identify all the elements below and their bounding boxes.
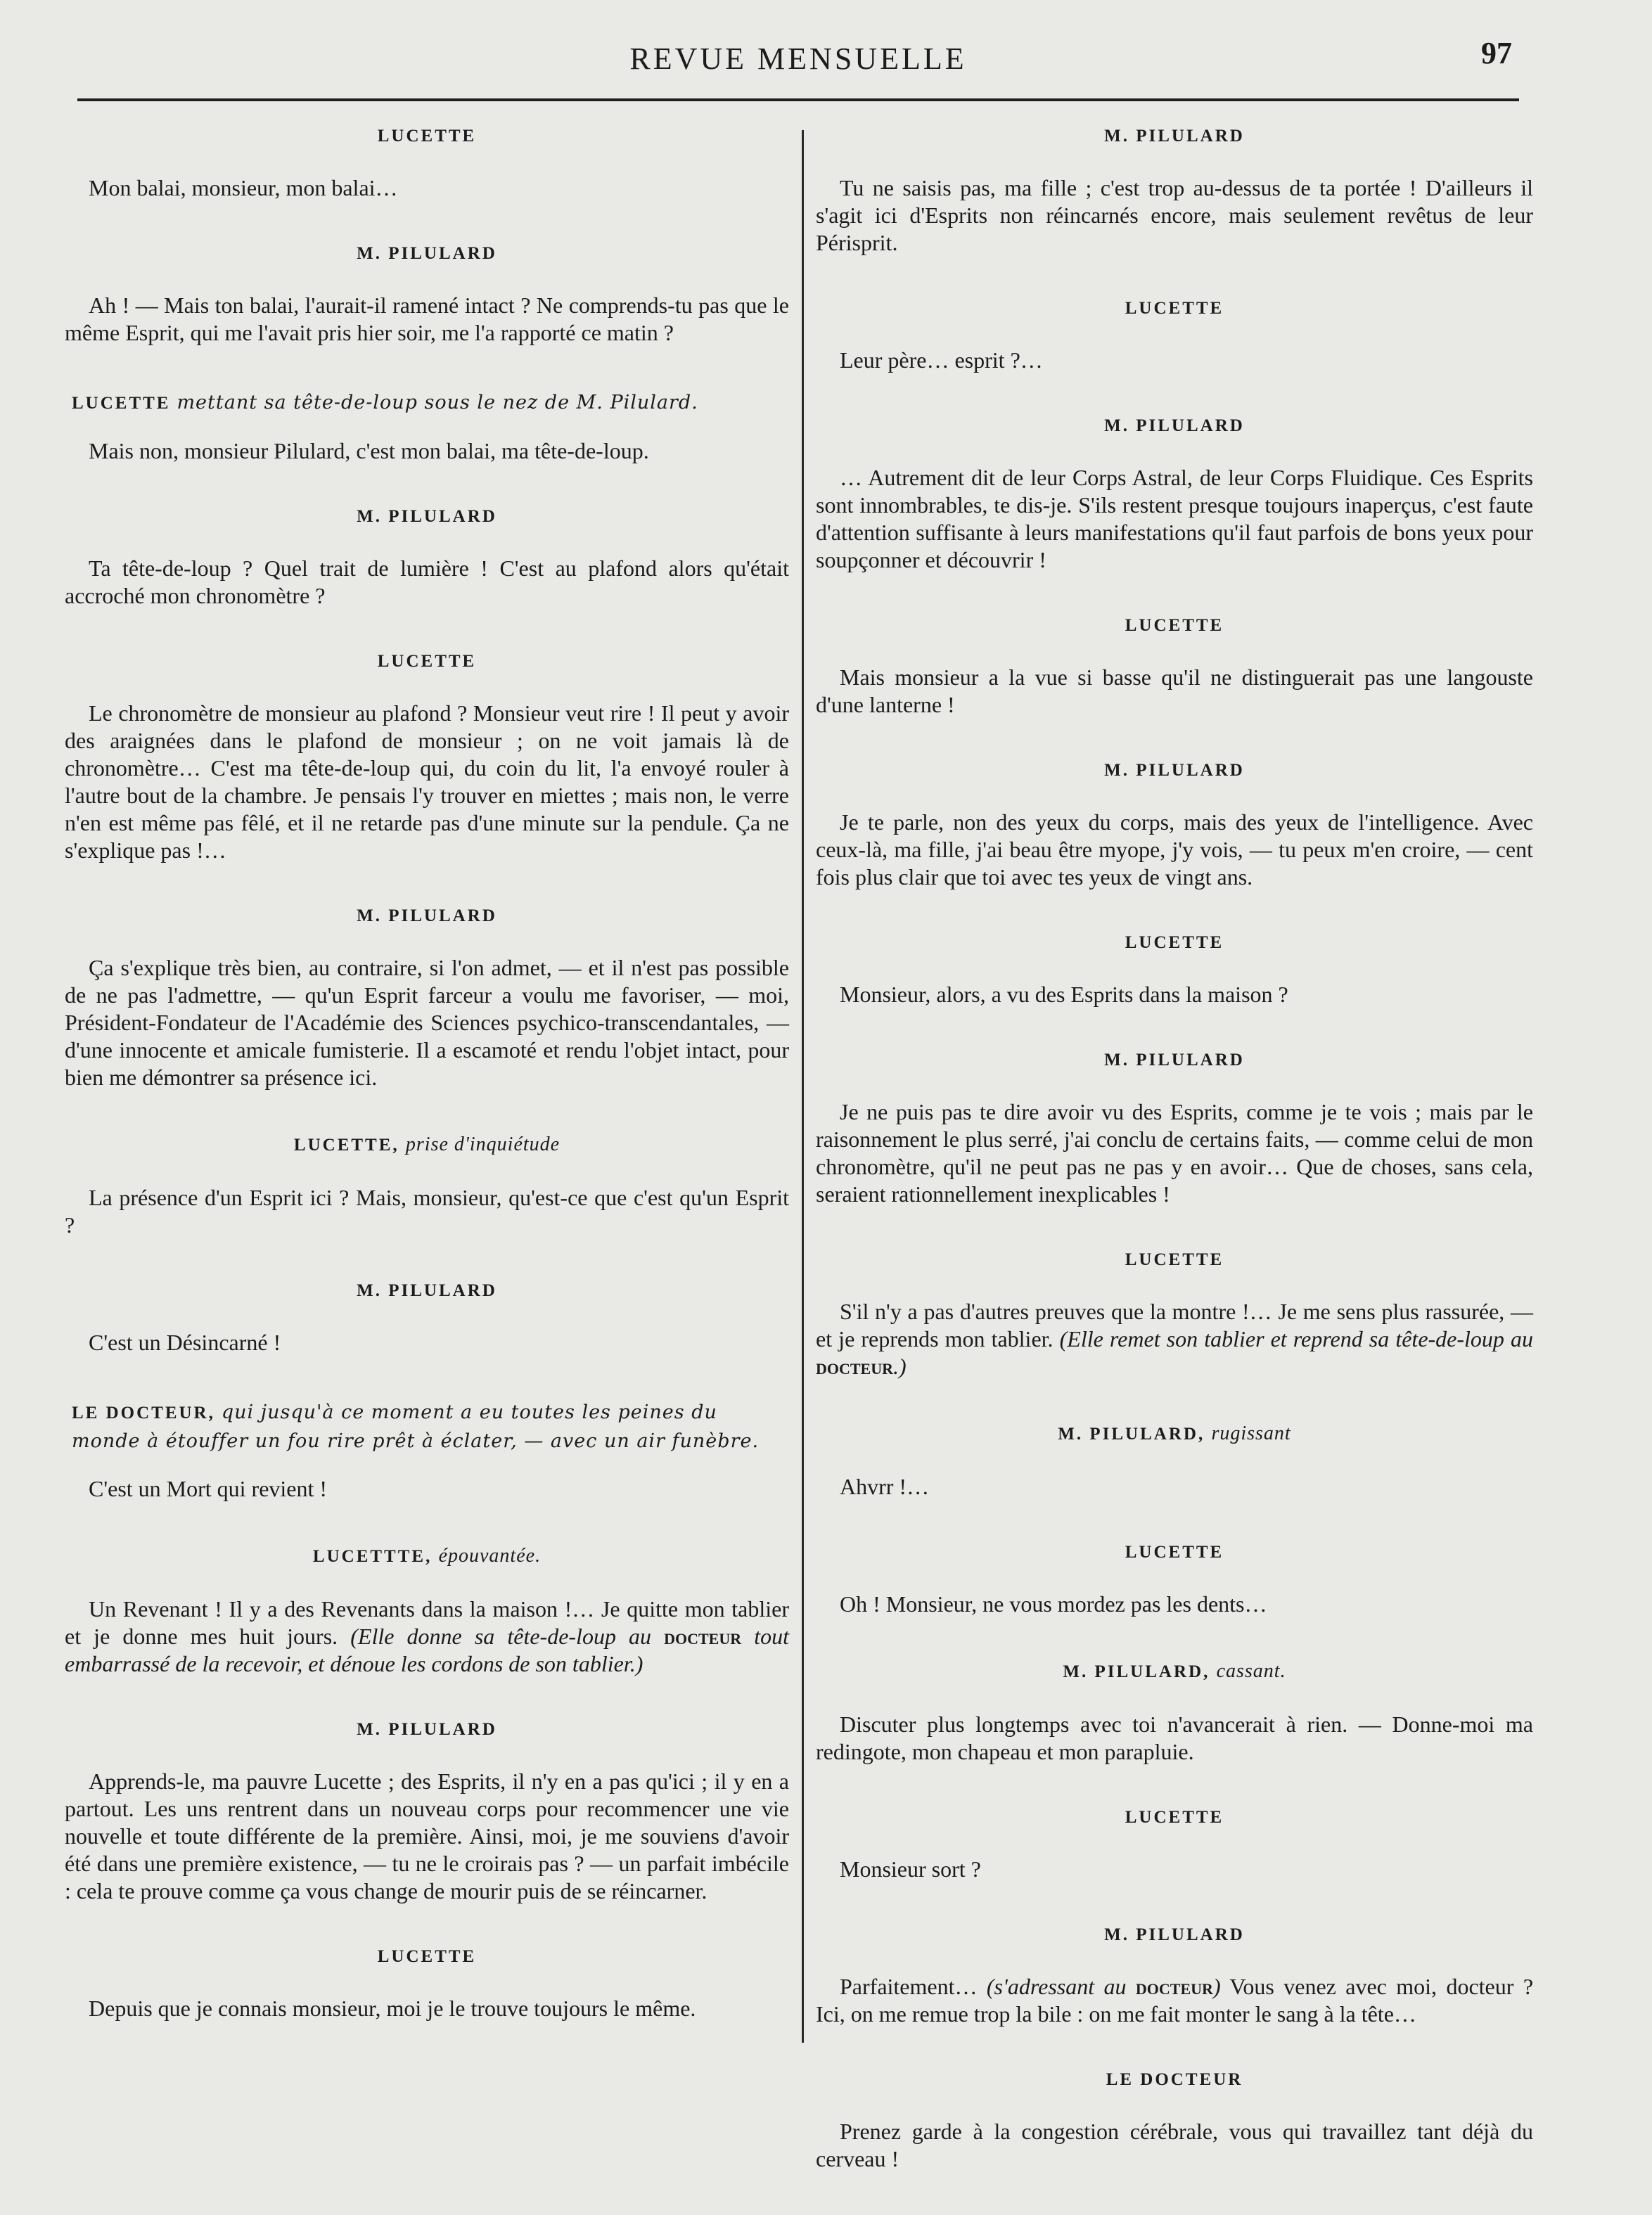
dialogue-line: La présence d'un Esprit ici ? Mais, monsieur, qu'est-ce que c'est qu'un Esprit ? bbox=[65, 1185, 789, 1238]
speaker-heading bbox=[816, 1925, 1533, 1945]
dialogue-block bbox=[816, 299, 1533, 374]
speaker-heading bbox=[65, 1134, 789, 1156]
dialogue-block bbox=[816, 933, 1533, 1008]
dialogue-block bbox=[816, 1250, 1533, 1380]
dialogue-line bbox=[816, 1298, 1533, 1380]
dialogue-line: C'est un Mort qui revient ! bbox=[89, 1476, 328, 1501]
speaker-name: M. PILULARD bbox=[1104, 127, 1245, 146]
speaker-name: M. PILULARD bbox=[357, 906, 497, 925]
speaker-heading bbox=[816, 933, 1533, 953]
dialogue-line: Mais non, monsieur Pilulard, c'est mon balai, ma tête-de-loup. bbox=[89, 438, 649, 463]
stage-direction: prise d'inquiétude bbox=[405, 1134, 561, 1155]
stage-direction: épouvantée. bbox=[438, 1545, 542, 1567]
speaker-heading bbox=[816, 1250, 1533, 1270]
dialogue-line: Leur père… esprit ?… bbox=[840, 347, 1043, 373]
dialogue-block bbox=[65, 1720, 789, 1905]
dialogue-line: Ça s'explique très bien, au contraire, si l'on admet, — et il n'est pas possible de ne pas l'admettre, — qu'un Esprit farceur a voulu me favoriser, — moi, Président-Fondateur de l'Académie des Sciences psychico-transcendantales, — d'une innocente et amicale fumisterie. Il a escamoté et rendu l'objet intact, pour bien me démontrer sa présence ici. bbox=[65, 955, 789, 1090]
dialogue-block bbox=[816, 1423, 1533, 1501]
speaker-heading bbox=[65, 906, 789, 926]
dialogue-line: Ahvrr !… bbox=[840, 1474, 930, 1499]
dialogue-block bbox=[65, 1947, 789, 2022]
dialogue-block bbox=[816, 2070, 1533, 2173]
speaker-heading bbox=[65, 389, 789, 418]
dialogue-line: Ah ! — Mais ton balai, l'aurait-il ramené intact ? Ne comprends-tu pas que le même Esprit, qui me l'avait pris hier soir, me l'a rapporté ce matin ? bbox=[65, 293, 789, 345]
speaker-heading bbox=[816, 1543, 1533, 1562]
dialogue-line: Oh ! Monsieur, ne vous mordez pas les dents… bbox=[840, 1591, 1267, 1617]
speaker-heading bbox=[816, 416, 1533, 436]
dialogue-block bbox=[816, 1543, 1533, 1618]
dialogue-block bbox=[816, 127, 1533, 257]
speaker-name: LUCETTTE, bbox=[312, 1547, 433, 1566]
stage-direction: mettant sa tête-de-loup sous le nez de M. Pilulard. bbox=[177, 392, 698, 413]
speaker-heading bbox=[816, 1051, 1533, 1070]
dialogue-line: Mon balai, monsieur, mon balai… bbox=[89, 175, 398, 200]
speaker-name: M. PILULARD bbox=[1104, 416, 1245, 435]
speaker-name: LUCETTE bbox=[1125, 616, 1224, 635]
dialogue-block bbox=[816, 416, 1533, 574]
dialogue-block bbox=[65, 127, 789, 202]
speaker-name: M. PILULARD bbox=[357, 244, 497, 263]
speaker-name: LUCETTE bbox=[1125, 1250, 1224, 1269]
stage-text: .) bbox=[893, 1354, 907, 1379]
dialogue-line: Monsieur sort ? bbox=[840, 1856, 981, 1882]
dialogue-block bbox=[65, 1134, 789, 1239]
speaker-heading bbox=[816, 1808, 1533, 1828]
page-header bbox=[77, 28, 1519, 84]
dialogue-line: Monsieur, alors, a vu des Esprits dans la maison ? bbox=[840, 982, 1288, 1007]
dialogue-line: Ta tête-de-loup ? Quel trait de lumière ! C'est au plafond alors qu'était accroché mon chronomètre ? bbox=[65, 556, 789, 608]
speaker-heading bbox=[816, 761, 1533, 781]
dialogue-line: Depuis que je connais monsieur, moi je le trouve toujours le même. bbox=[89, 1996, 696, 2021]
dialogue-line: Tu ne saisis pas, ma fille ; c'est trop au-dessus de ta portée ! D'ailleurs il s'agit ici d'Esprits non réincarnés encore, mais seulement revêtus de leur Périsprit. bbox=[816, 175, 1533, 255]
speaker-heading bbox=[65, 1399, 789, 1456]
speaker-name: M. PILULARD bbox=[1104, 1925, 1245, 1944]
speaker-name: LUCETTE bbox=[377, 127, 477, 146]
dialogue-block bbox=[816, 616, 1533, 719]
dialogue-line: Le chronomètre de monsieur au plafond ? Monsieur veut rire ! Il peut y avoir des araignées dans le plafond de monsieur ; on ne voit jamais là de chronomètre… C'est ma tête-de-loup qui, du coin du lit, l'a envoyé rouler à l'autre bout de la chambre. Je pensais l'y trouver en miettes ; mais non, le verre n'en est même pas fêlé, et il ne retarde pas d'une minute sur la pendule. Ça ne s'explique pas !… bbox=[65, 700, 789, 863]
dialogue-block bbox=[65, 652, 789, 864]
stage-direction: rugissant bbox=[1211, 1423, 1291, 1444]
speaker-name: LUCETTE bbox=[1125, 1808, 1224, 1827]
speaker-name: M. PILULARD bbox=[357, 1281, 497, 1300]
dialogue-line: … Autrement dit de leur Corps Astral, de leur Corps Fluidique. Ces Esprits sont innombrables, te dis-je. S'ils restent presque toujours inaperçus, c'est faute d'attention suffisante à leurs manifestations qu'il faut parfois de bons yeux pour soupçonner et découvrir ! bbox=[816, 465, 1533, 572]
dialogue-block bbox=[816, 1808, 1533, 1883]
dialogue-line: Prenez garde à la congestion cérébrale, vous qui travaillez tant déjà du cerveau ! bbox=[816, 2119, 1533, 2171]
speaker-heading bbox=[65, 507, 789, 527]
dialogue-block bbox=[65, 1281, 789, 1356]
speaker-name: LUCETTE bbox=[1125, 299, 1224, 318]
speaker-name: M. PILULARD bbox=[357, 1720, 497, 1739]
speaker-name: LUCETTE bbox=[377, 1947, 477, 1966]
page-number: 97 bbox=[1481, 36, 1512, 70]
speaker-heading bbox=[65, 244, 789, 264]
dialogue-block bbox=[816, 1660, 1533, 1766]
dialogue-line: Je ne puis pas te dire avoir vu des Esprits, comme je te vois ; mais par le raisonnement le plus serré, j'ai conclu de certains faits, — comme celui de mon chronomètre, qu'il ne peut pas ne pas y en avoir… Que de choses, sans cela, seraient rationnellement inexplicables ! bbox=[816, 1099, 1533, 1207]
right-column bbox=[816, 127, 1533, 2215]
stage-text: (s'adressant au bbox=[986, 1974, 1136, 1999]
speaker-name: LUCETTE bbox=[1125, 1543, 1224, 1562]
speaker-heading bbox=[65, 127, 789, 146]
stage-text: (Elle donne sa tête-de-loup au bbox=[350, 1624, 665, 1649]
dialogue-line: Apprends-le, ma pauvre Lucette ; des Esprits, il n'y en a pas qu'ici ; il y en a partout. Les uns rentrent dans un nouveau corps pour recommencer une vie nouvelle et toute différente de la première. Ainsi, moi, je me souviens d'avoir été dans une première existence, — tu ne le croirais pas ? — un parfait imbécile : cela te prouve comme ça vous change de mourir puis de se réincarner. bbox=[65, 1768, 789, 1903]
speaker-heading bbox=[816, 1660, 1533, 1683]
speaker-name: LUCETTE bbox=[72, 394, 171, 413]
speaker-heading bbox=[816, 127, 1533, 146]
column-divider bbox=[802, 130, 804, 2043]
speaker-name: LUCETTE, bbox=[293, 1136, 399, 1155]
stage-character-name: docteur bbox=[1135, 1974, 1213, 1999]
dialogue-block bbox=[816, 1051, 1533, 1208]
line-text: Un Revenant ! Il y a des Revenants dans la maison !… Je quitte mon tablier et je donne mes huit jours. bbox=[65, 1596, 789, 1649]
dialogue-line bbox=[816, 1973, 1533, 2028]
stage-direction: cassant. bbox=[1216, 1660, 1286, 1682]
dialogue-block bbox=[65, 389, 789, 465]
dialogue-line: Discuter plus longtemps avec toi n'avancerait à rien. — Donne-moi ma redingote, mon chapeau et mon parapluie. bbox=[816, 1712, 1533, 1764]
running-title: REVUE MENSUELLE bbox=[629, 41, 967, 76]
speaker-name: LE DOCTEUR, bbox=[72, 1404, 215, 1423]
dialogue-line: Je te parle, non des yeux du corps, mais des yeux de l'intelligence. Avec ceux-là, ma fille, j'ai beau être myope, j'y vois, — tu peux m'en croire, — cent fois plus clair que toi avec tes yeux de vingt ans. bbox=[816, 809, 1533, 890]
speaker-name: LUCETTE bbox=[1125, 933, 1224, 952]
speaker-name: LE DOCTEUR bbox=[1106, 2070, 1243, 2089]
speaker-name: M. PILULARD bbox=[1104, 1051, 1245, 1070]
speaker-heading bbox=[65, 652, 789, 672]
speaker-name: M. PILULARD, bbox=[1063, 1662, 1210, 1681]
dialogue-block bbox=[65, 244, 789, 347]
speaker-heading bbox=[65, 1720, 789, 1740]
dialogue-block bbox=[65, 906, 789, 1091]
speaker-heading bbox=[65, 1545, 789, 1567]
speaker-heading bbox=[816, 299, 1533, 319]
stage-character-name: docteur bbox=[816, 1354, 894, 1379]
stage-character-name: docteur bbox=[664, 1624, 742, 1649]
dialogue-line: C'est un Désincarné ! bbox=[89, 1330, 281, 1355]
line-text: S'il n'y a pas d'autres preuves que la montre !… Je me sens plus rassurée, — et je reprends mon tablier. bbox=[816, 1299, 1533, 1352]
dialogue-block bbox=[816, 761, 1533, 891]
speaker-name: M. PILULARD bbox=[357, 507, 497, 526]
stage-text: ) bbox=[1212, 1974, 1221, 1999]
line-text: Parfaitement… bbox=[840, 1974, 987, 1999]
dialogue-block bbox=[65, 507, 789, 610]
speaker-name: LUCETTE bbox=[377, 652, 477, 671]
speaker-heading bbox=[65, 1281, 789, 1301]
speaker-heading bbox=[816, 1423, 1533, 1445]
dialogue-line bbox=[65, 1596, 789, 1678]
left-column bbox=[65, 127, 789, 2065]
speaker-name: M. PILULARD, bbox=[1058, 1425, 1205, 1444]
speaker-heading bbox=[816, 616, 1533, 636]
speaker-heading bbox=[816, 2070, 1533, 2090]
speaker-heading bbox=[65, 1947, 789, 1967]
line-text: Vous venez avec moi, docteur ? Ici, on me remue trop la bile : on me fait monter le sang à la tête… bbox=[816, 1974, 1534, 2027]
dialogue-line: Mais monsieur a la vue si basse qu'il ne distinguerait pas une langouste d'une lanterne ! bbox=[816, 664, 1533, 717]
dialogue-block bbox=[65, 1399, 789, 1503]
stage-text: (Elle remet son tablier et reprend sa tête-de-loup au bbox=[1059, 1326, 1534, 1352]
stage-direction: qui jusqu'à ce moment a eu toutes les peines du monde à étouffer un fou rire prêt à éclater, — avec un air funèbre. bbox=[72, 1401, 760, 1452]
stage-text: tout embarrassé de la recevoir, et dénoue les cordons de son tablier.) bbox=[65, 1624, 790, 1676]
dialogue-block bbox=[816, 1925, 1533, 2028]
header-rule bbox=[77, 98, 1519, 101]
inline-stage-direction bbox=[987, 1974, 1221, 1999]
speaker-name: M. PILULARD bbox=[1104, 761, 1245, 780]
dialogue-block bbox=[65, 1545, 789, 1678]
